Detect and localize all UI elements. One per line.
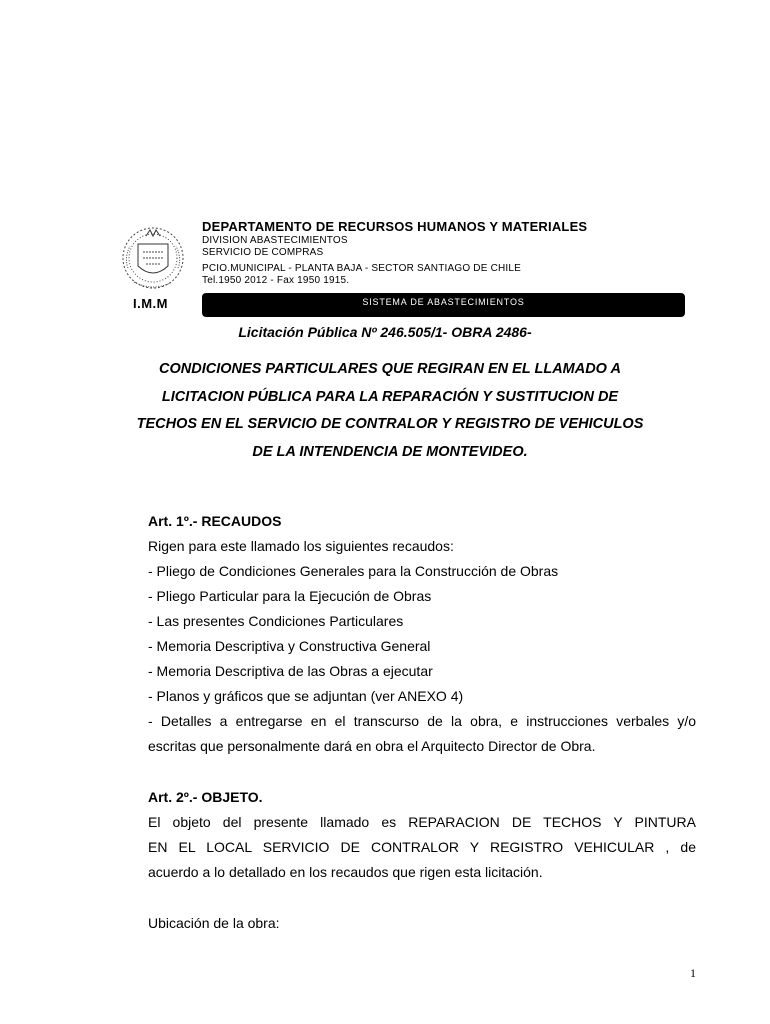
page-number: 1 <box>690 966 696 980</box>
conditions-title-line: TECHOS EN EL SERVICIO DE CONTRALOR Y REGISTRO DE VEHICULOS <box>136 416 644 432</box>
system-bar <box>202 293 685 317</box>
phone-line: Tel.1950 2012 - Fax 1950 1915. <box>202 275 350 286</box>
list-item: - Detalles a entregarse en el transcurso de la obra, e instrucciones verbales y/o <box>148 713 696 729</box>
art1-section <box>148 509 696 759</box>
art1-intro: Rigen para este llamado los siguientes recaudos: <box>148 538 454 554</box>
art2-heading: Art. 2º.- OBJETO. <box>148 789 263 805</box>
list-item: - Memoria Descriptiva y Constructiva General <box>148 638 431 654</box>
address-line: PCIO.MUNICIPAL - PLANTA BAJA - SECTOR SANTIAGO DE CHILE <box>202 263 522 274</box>
service-line: SERVICIO DE COMPRAS <box>202 247 324 258</box>
letterhead <box>202 219 672 287</box>
licitacion-title: Licitación Pública Nº 246.505/1- OBRA 2486- <box>238 324 532 340</box>
division-line: DIVISION ABASTECIMIENTOS <box>202 235 348 246</box>
art2-line: EN EL LOCAL SERVICIO DE CONTRALOR Y REGISTRO VEHICULAR , de <box>148 839 696 855</box>
department-title: DEPARTAMENTO DE RECURSOS HUMANOS Y MATERIALES <box>202 219 588 234</box>
municipal-seal-icon <box>118 222 188 294</box>
list-item: - Pliego Particular para la Ejecución de Obras <box>148 588 432 604</box>
art2-section <box>148 785 696 885</box>
art2-line: El objeto del presente llamado es REPARACION DE TECHOS Y PINTURA <box>148 814 696 830</box>
logo-label: I.M.M <box>133 296 168 311</box>
art2-line: acuerdo a lo detallado en los recaudos que rigen esta licitación. <box>148 864 543 880</box>
list-item: - Planos y gráficos que se adjuntan (ver ANEXO 4) <box>148 688 464 704</box>
system-bar-label: SISTEMA DE ABASTECIMIENTOS <box>362 297 525 307</box>
conditions-title <box>110 356 670 466</box>
conditions-title-line: CONDICIONES PARTICULARES QUE REGIRAN EN EL LLAMADO A <box>159 361 621 377</box>
list-item: - Las presentes Condiciones Particulares <box>148 613 404 629</box>
list-item: - Memoria Descriptiva de las Obras a ejecutar <box>148 663 433 679</box>
conditions-title-line: LICITACION PÚBLICA PARA LA REPARACIÓN Y SUSTITUCION DE <box>161 388 619 405</box>
list-item: - Pliego de Condiciones Generales para la Construcción de Obras <box>148 563 559 579</box>
art1-heading: Art. 1º.- RECAUDOS <box>148 513 282 529</box>
location-label: Ubicación de la obra: <box>148 915 280 931</box>
art1-last-line: escritas que personalmente dará en obra el Arquitecto Director de Obra. <box>148 738 596 754</box>
conditions-title-line: DE LA INTENDENCIA DE MONTEVIDEO. <box>252 443 528 460</box>
